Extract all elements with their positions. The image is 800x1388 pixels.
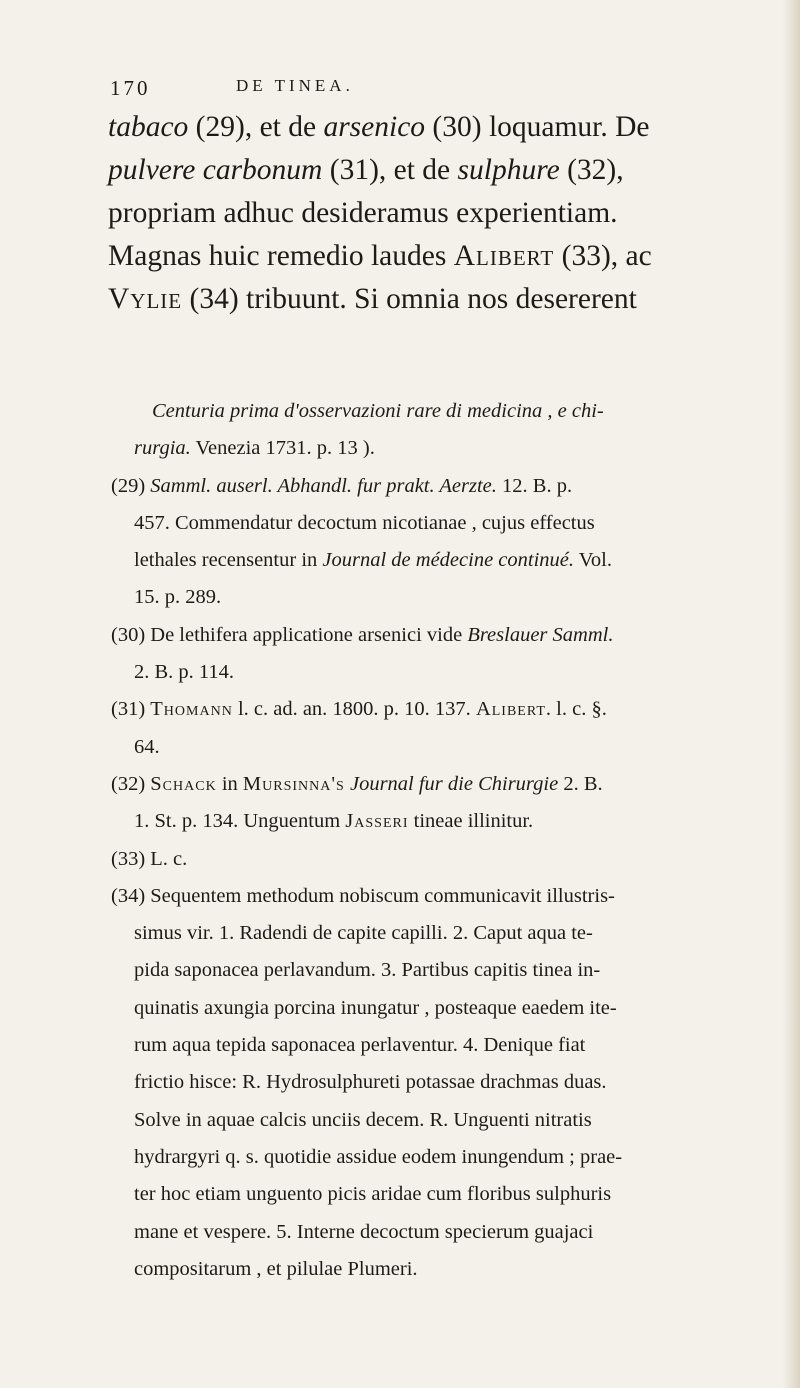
text: Magnas huic remedio laudes bbox=[108, 240, 454, 272]
text: (31) bbox=[111, 698, 151, 721]
text: 457. Commendatur decoctum nicotianae , cujus effectus bbox=[134, 511, 595, 534]
footnote-line bbox=[108, 1251, 768, 1288]
author-name: Alibert bbox=[475, 698, 546, 721]
text: 2. B. bbox=[558, 772, 603, 795]
text: pida saponacea perlavandum. 3. Partibus capitis tinea in- bbox=[134, 959, 601, 982]
footnote-line bbox=[108, 952, 768, 989]
footnote-line bbox=[108, 505, 768, 542]
footnotes bbox=[108, 393, 768, 1288]
text-italic: Breslauer Samml. bbox=[467, 623, 614, 646]
main-text-line-1 bbox=[108, 106, 768, 149]
footnote-30 bbox=[108, 617, 768, 654]
text: 64. bbox=[134, 735, 160, 758]
text: tineae illinitur. bbox=[408, 810, 534, 833]
footnote-33 bbox=[108, 841, 768, 878]
text: propriam adhuc desideramus experientiam. bbox=[108, 197, 618, 229]
text: frictio hisce: R. Hydrosulphureti potassae drachmas duas. bbox=[134, 1071, 607, 1094]
text-italic: Centuria prima d'osservazioni rare di medicina , e chi- bbox=[152, 400, 604, 422]
text-italic: Journal de médecine continué. bbox=[322, 549, 575, 572]
text-italic: sulphure bbox=[457, 154, 560, 186]
text: (30) loquamur. De bbox=[425, 111, 650, 143]
running-head bbox=[108, 76, 768, 106]
footnote-line bbox=[108, 729, 768, 766]
footnote-32 bbox=[108, 766, 768, 803]
footnote-line bbox=[108, 579, 768, 616]
text: mane et vespere. 5. Interne decoctum specierum guajaci bbox=[134, 1220, 594, 1243]
text: 15. p. 289. bbox=[134, 586, 222, 609]
text: Vol. bbox=[574, 549, 613, 572]
text-italic: tabaco bbox=[108, 111, 189, 143]
text: (29) bbox=[111, 474, 151, 497]
text-italic: rurgia. bbox=[134, 437, 191, 460]
text: (34) Sequentem methodum nobiscum communicavit illustris- bbox=[111, 884, 615, 907]
text: (32) bbox=[111, 772, 151, 795]
running-title: DE TINEA. bbox=[236, 76, 354, 95]
text: in bbox=[216, 772, 243, 795]
footnote-line bbox=[108, 1214, 768, 1251]
footnote-line bbox=[108, 654, 768, 691]
text: (30) De lethifera applicatione arsenici vide bbox=[111, 623, 468, 646]
footnote-line bbox=[108, 915, 768, 952]
text: rum aqua tepida saponacea perlaventur. 4. Denique fiat bbox=[134, 1034, 586, 1057]
text: . l. c. §. bbox=[545, 698, 607, 721]
main-text bbox=[108, 106, 768, 321]
author-name: Mursinna's bbox=[242, 772, 345, 795]
text: ter hoc etiam unguento picis aridae cum floribus sulphuris bbox=[134, 1183, 612, 1206]
text-italic: Samml. auserl. Abhandl. fur prakt. Aerzte. bbox=[150, 474, 497, 497]
footnote-line bbox=[108, 430, 768, 467]
text: Solve in aquae calcis unciis decem. R. Unguenti nitratis bbox=[134, 1108, 592, 1131]
author-name: Vylie bbox=[108, 283, 183, 315]
text: (33), ac bbox=[554, 240, 652, 272]
main-text-line-2 bbox=[108, 149, 768, 192]
text-italic: Journal fur die Chirurgie bbox=[349, 772, 559, 795]
text: (34) tribuunt. Si omnia nos desererent bbox=[182, 283, 637, 315]
text: l. c. ad. an. 1800. p. 10. 137. bbox=[232, 698, 476, 721]
text: (33) L. c. bbox=[111, 847, 188, 870]
page-edge-shadow bbox=[782, 0, 800, 1388]
footnote-line bbox=[108, 1102, 768, 1139]
footnote-line bbox=[108, 1064, 768, 1101]
footnote-line bbox=[108, 990, 768, 1027]
footnote-31 bbox=[108, 691, 768, 728]
text: 12. B. p. bbox=[496, 474, 573, 497]
text: 1. St. p. 134. Unguentum bbox=[134, 810, 346, 833]
footnote-line bbox=[108, 803, 768, 840]
footnote-line bbox=[108, 1027, 768, 1064]
text: lethales recensentur in bbox=[134, 549, 323, 572]
footnote-line bbox=[108, 393, 768, 430]
text: quinatis axungia porcina inungatur , posteaque eaedem ite- bbox=[134, 996, 617, 1019]
author-name: Jasseri bbox=[345, 810, 409, 833]
footnote-34 bbox=[108, 878, 768, 915]
main-text-line-4 bbox=[108, 235, 768, 278]
text: compositarum , et pilulae Plumeri. bbox=[134, 1257, 418, 1280]
footnote-line bbox=[108, 1176, 768, 1213]
author-name: Schack bbox=[150, 772, 217, 795]
main-text-line-5 bbox=[108, 278, 768, 321]
text: hydrargyri q. s. quotidie assidue eodem inungendum ; prae- bbox=[134, 1145, 623, 1168]
text-italic: arsenico bbox=[323, 111, 426, 143]
text: Venezia 1731. p. 13 ). bbox=[190, 437, 375, 460]
text: simus vir. 1. Radendi de capite capilli. 2. Caput aqua te- bbox=[134, 922, 593, 945]
main-text-line-3 bbox=[108, 192, 768, 235]
page-number: 170 bbox=[110, 76, 151, 100]
author-name: Alibert bbox=[453, 240, 555, 272]
text: 2. B. p. 114. bbox=[134, 661, 235, 684]
text-italic: pulvere carbonum bbox=[108, 154, 323, 186]
footnote-line bbox=[108, 1139, 768, 1176]
author-name: Thomann bbox=[150, 698, 233, 721]
footnote-29 bbox=[108, 468, 768, 505]
text: (31), et de bbox=[322, 154, 458, 186]
text: (29), et de bbox=[188, 111, 324, 143]
footnote-line bbox=[108, 542, 768, 579]
text: (32), bbox=[559, 154, 624, 186]
